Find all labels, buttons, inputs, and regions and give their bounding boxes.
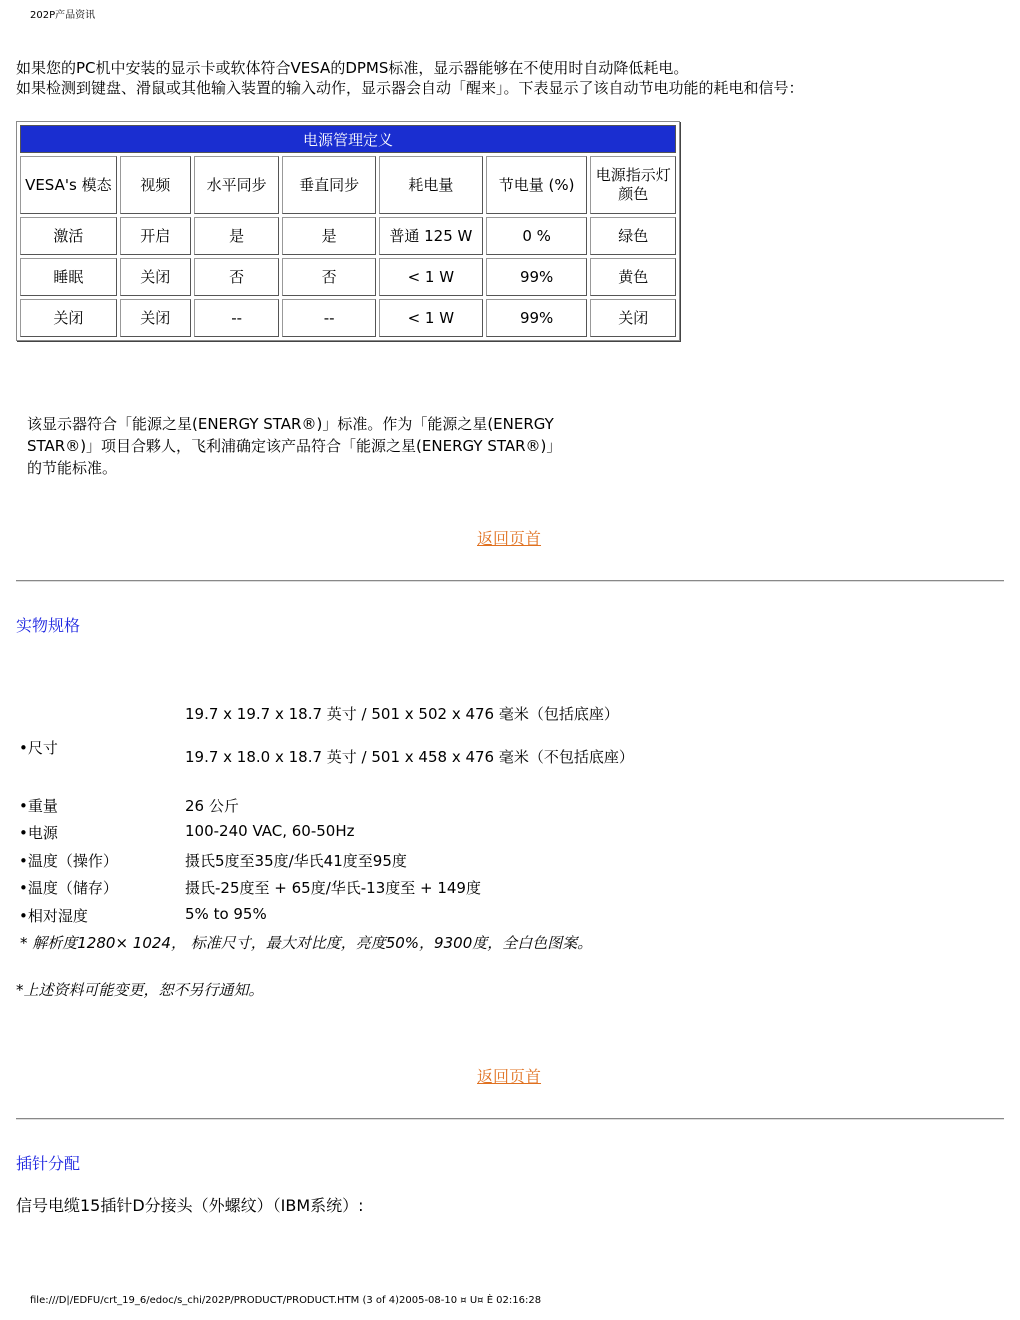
spec-value: 摄氏-25度至 + 65度/华氏-13度至 + 149度	[185, 879, 481, 897]
table-row	[20, 217, 676, 255]
table-cell: 99%	[486, 258, 588, 296]
table-cell: --	[194, 299, 279, 337]
spec-row	[19, 877, 719, 897]
spec-value: 26 公斤	[185, 797, 239, 815]
spec-value: 摄氏5度至35度/华氏41度至95度	[185, 852, 407, 870]
energy-star-line-3: 的节能标准。	[27, 459, 118, 477]
spec-size-row	[19, 703, 719, 773]
intro-line-2: 如果检测到键盘、滑鼠或其他输入装置的输入动作，显示器会自动「醒来」。下表显示了该自动节电功能的耗电和信号：	[16, 79, 804, 97]
table-cell: 关闭	[20, 299, 117, 337]
table-cell: 绿色	[590, 217, 676, 255]
table-cell: 关闭	[120, 258, 191, 296]
header-cell: 视频	[120, 156, 191, 214]
intro-text	[16, 58, 804, 98]
table-cell: 否	[282, 258, 376, 296]
table-cell: 激活	[20, 217, 117, 255]
energy-star-line-2: STAR®)」项目合夥人，飞利浦确定该产品符合「能源之星(ENERGY STAR®)」	[27, 437, 562, 455]
table-cell: 0 %	[486, 217, 588, 255]
spec-row	[19, 850, 719, 870]
header-cell: 垂直同步	[282, 156, 376, 214]
spec-label: •电源	[19, 824, 58, 842]
intro-line-1: 如果您的PC机中安装的显示卡或软体符合VESA的DPMS标准，显示器能够在不使用时自动降低耗电。	[16, 59, 689, 77]
table-cell: 是	[194, 217, 279, 255]
spec-row	[19, 795, 719, 815]
table-title: 电源管理定义	[20, 125, 676, 153]
spec-label: •相对湿度	[19, 907, 88, 925]
table-cell: 99%	[486, 299, 588, 337]
divider	[16, 580, 1004, 582]
pin-description: 信号电缆15插针D分接头（外螺纹）（IBM系统）:	[16, 1196, 364, 1215]
divider	[16, 1118, 1004, 1120]
spec-label: •重量	[19, 797, 58, 815]
header-cell: 节电量 (%)	[486, 156, 588, 214]
table-cell: --	[282, 299, 376, 337]
table-row	[20, 299, 676, 337]
header-cell: 水平同步	[194, 156, 279, 214]
table-cell: 是	[282, 217, 376, 255]
table-header-row	[20, 156, 676, 214]
energy-star-paragraph	[27, 413, 627, 479]
header-cell: VESA's 模态	[20, 156, 117, 214]
table-cell: 否	[194, 258, 279, 296]
change-notice: *上述资料可能变更，恕不另行通知。	[16, 981, 264, 999]
resolution-note: * 解析度1280× 1024， 标准尺寸，最大对比度，亮度50%，9300度，全白色图案。	[20, 934, 593, 952]
power-management-table	[16, 121, 680, 341]
spec-row	[19, 905, 719, 925]
pin-assignment-heading-link[interactable]: 插针分配	[16, 1154, 81, 1173]
header-cell: 耗电量	[379, 156, 483, 214]
spec-row	[19, 822, 719, 842]
spec-value: 100-240 VAC, 60-50Hz	[185, 822, 355, 840]
table-cell: 开启	[120, 217, 191, 255]
back-to-top-link[interactable]: 返回页首	[477, 1067, 542, 1086]
back-to-top-link[interactable]: 返回页首	[477, 529, 542, 548]
table-cell: 关闭	[120, 299, 191, 337]
spec-value: 5% to 95%	[185, 905, 267, 923]
energy-star-line-1: 该显示器符合「能源之星(ENERGY STAR®)」标准。作为「能源之星(ENERGY	[27, 415, 554, 433]
header-cell: 电源指示灯颜色	[590, 156, 676, 214]
table-cell: < 1 W	[379, 258, 483, 296]
page-header-title: 202P产品资讯	[30, 10, 96, 21]
footer-file-path: file:///D|/EDFU/crt_19_6/edoc/s_chi/202P/PRODUCT/PRODUCT.HTM (3 of 4)2005-08-10 ¤ U¤ È 02:16:28	[30, 1295, 542, 1306]
spec-label: •温度（操作）	[19, 852, 118, 870]
spec-value: 19.7 x 18.0 x 18.7 英寸 / 501 x 458 x 476 毫米（不包括底座）	[185, 748, 634, 766]
table-cell: 黄色	[590, 258, 676, 296]
table-cell: 普通 125 W	[379, 217, 483, 255]
spec-label: •尺寸	[19, 739, 58, 757]
physical-specs-heading-link[interactable]: 实物规格	[16, 616, 81, 635]
spec-label: •温度（储存）	[19, 879, 118, 897]
table-row	[20, 258, 676, 296]
table-cell: < 1 W	[379, 299, 483, 337]
spec-value: 19.7 x 19.7 x 18.7 英寸 / 501 x 502 x 476 毫米（包括底座）	[185, 705, 619, 723]
table-cell: 关闭	[590, 299, 676, 337]
table-cell: 睡眠	[20, 258, 117, 296]
